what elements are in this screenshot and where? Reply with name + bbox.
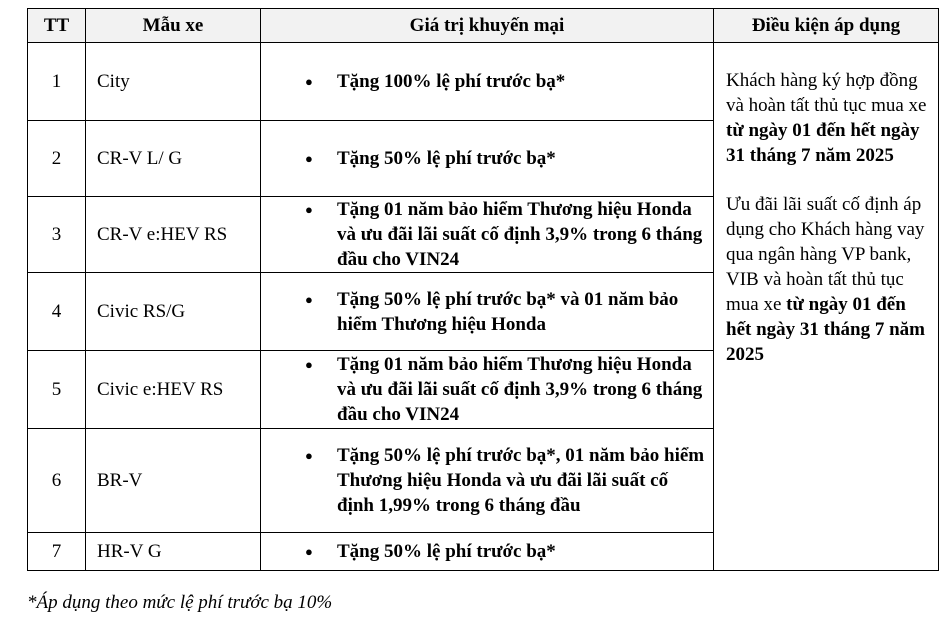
promotion-text: Tặng 50% lệ phí trước bạ* (337, 148, 556, 169)
promotion-value (261, 429, 714, 533)
bullet-icon: ● (305, 448, 313, 463)
condition-cell (714, 43, 939, 571)
row-number: 4 (28, 273, 86, 351)
car-model: Civic RS/G (86, 273, 261, 351)
condition-2-text: Ưu đãi lãi suất cố định áp dụng cho Khách hàng vay qua ngân hàng VP bank, VIB và hoàn tất thủ tục mua xe (726, 194, 925, 315)
row-number: 1 (28, 43, 86, 121)
car-model: City (86, 43, 261, 121)
header-promotion: Giá trị khuyến mại (261, 9, 714, 43)
car-model: CR-V L/ G (86, 121, 261, 197)
condition-1-text: Khách hàng ký hợp đồng và hoàn tất thủ tục mua xe (726, 70, 927, 116)
car-model: Civic e:HEV RS (86, 351, 261, 429)
promotion-text: Tặng 01 năm bảo hiểm Thương hiệu Honda và ưu đãi lãi suất cố định 3,9% trong 6 tháng đầu cho VIN24 (337, 354, 703, 425)
bullet-icon: ● (305, 151, 313, 166)
condition-paragraph-1 (726, 68, 932, 168)
promotion-table (27, 8, 939, 571)
footnote: *Áp dụng theo mức lệ phí trước bạ 10% (27, 592, 333, 613)
promotion-value (261, 533, 714, 571)
table-row (28, 43, 939, 121)
row-number: 3 (28, 197, 86, 273)
row-number: 5 (28, 351, 86, 429)
promotion-value (261, 43, 714, 121)
car-model: HR-V G (86, 533, 261, 571)
bullet-icon: ● (305, 544, 313, 559)
header-condition: Điều kiện áp dụng (714, 9, 939, 43)
promotion-value (261, 121, 714, 197)
promotion-text: Tặng 01 năm bảo hiểm Thương hiệu Honda và ưu đãi lãi suất cố định 3,9% trong 6 tháng đầu cho VIN24 (337, 199, 703, 270)
promotion-text: Tặng 100% lệ phí trước bạ* (337, 71, 566, 92)
car-model: CR-V e:HEV RS (86, 197, 261, 273)
promotion-text: Tặng 50% lệ phí trước bạ*, 01 năm bảo hiểm Thương hiệu Honda và ưu đãi lãi suất cố định 1,99% trong 6 tháng đầu (337, 445, 705, 516)
row-number: 7 (28, 533, 86, 571)
promotion-value (261, 351, 714, 429)
promotion-value (261, 197, 714, 273)
car-model: BR-V (86, 429, 261, 533)
bullet-icon: ● (305, 202, 313, 217)
promotion-text: Tặng 50% lệ phí trước bạ* (337, 541, 556, 562)
table-header-row (28, 9, 939, 43)
promotion-value (261, 273, 714, 351)
header-model: Mẫu xe (86, 9, 261, 43)
header-tt: TT (28, 9, 86, 43)
condition-2-date: từ ngày 01 đến hết ngày 31 tháng 7 năm 2025 (726, 294, 925, 365)
condition-1-date: từ ngày 01 đến hết ngày 31 tháng 7 năm 2025 (726, 120, 920, 166)
bullet-icon: ● (305, 357, 313, 372)
bullet-icon: ● (305, 291, 313, 307)
bullet-icon: ● (305, 74, 313, 89)
promotion-text: Tặng 50% lệ phí trước bạ* và 01 năm bảo hiểm Thương hiệu Honda (337, 288, 679, 335)
row-number: 6 (28, 429, 86, 533)
row-number: 2 (28, 121, 86, 197)
condition-paragraph-2 (726, 192, 932, 367)
